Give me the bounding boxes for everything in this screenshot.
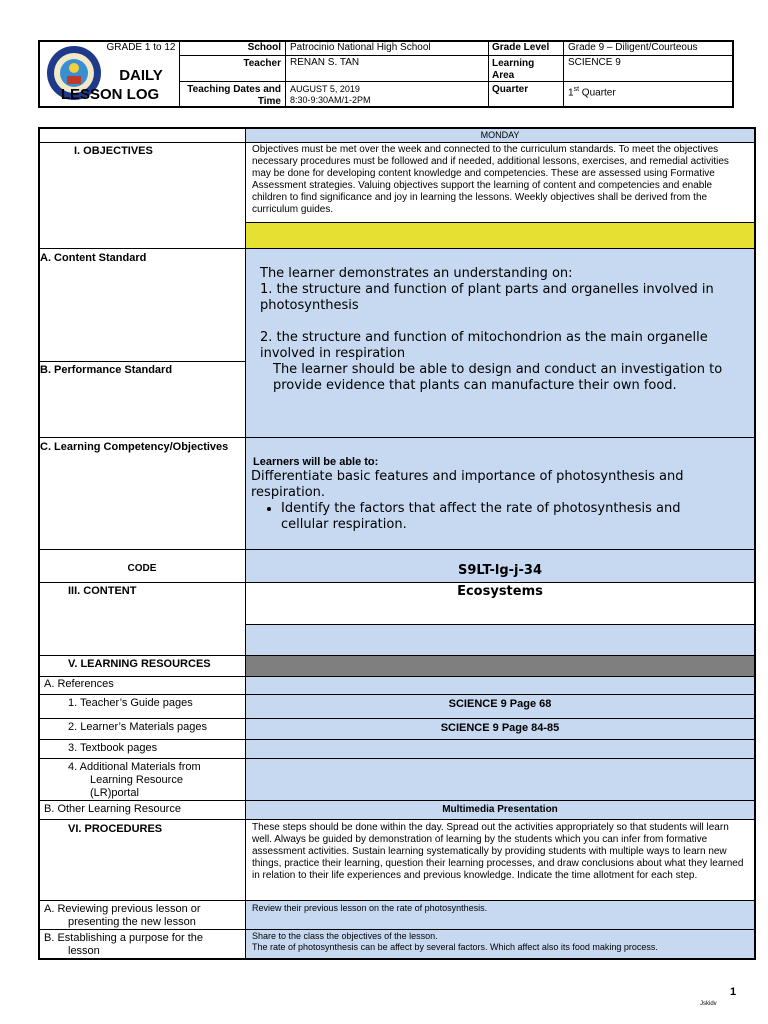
content-standard-intro: The learner demonstrates an understanding on: [260,266,573,281]
content-standard-item-2: 2. the structure and function of mitochondrion as the main organelle involved in respiration [260,330,708,361]
content-standard-item-1: 1. the structure and function of plant parts and organelles involved in photosynthesis [260,282,714,313]
objectives-text: Objectives must be met over the week and connected to the curriculum standards. To meet the objectives necessary procedures must be followed and if needed, additional lessons, exercises, and remedial activities may be done for developing content knowledge and competencies. These are assessed using Formative Assessment strategies. Valuing objectives support the learning of content and competencies and enable children to find significance and joy in learning the lessons. Weekly objectives shall be derived from the curriculum guides. [252,144,729,215]
competency-item-1: Differentiate basic features and importance of photosynthesis and respiration. [251,469,684,500]
code-value: S9LT-lg-j-34 [458,563,542,578]
learning-resources-label: V. LEARNING RESOURCES [68,658,211,670]
dates-label: Teaching Dates and Time [187,84,281,107]
competency-item-2: • Identify the factors that affect the rate of photosynthesis and cellular respiration. [281,501,731,533]
procedures-label: VI. PROCEDURES [68,823,163,835]
grade-range: GRADE 1 to 12 [106,42,176,53]
objectives-label: I. OBJECTIVES [74,145,153,157]
purpose-line-2: The rate of photosynthesis can be affect by several factors. Which affect also its food making process. [252,942,658,952]
footer-note: Jskidv [700,1001,717,1007]
content-standard-label: A. Content Standard [40,252,147,264]
quarter-label: Quarter [492,84,529,95]
grade-level-value: Grade 9 – Diligent/Courteous [568,42,698,53]
purpose-line-1: Share to the class the objectives of the lesson. [252,931,438,941]
school-label: School [247,42,281,53]
time-value: 8:30-9:30AM/1-2PM [290,95,371,105]
tg-value: SCIENCE 9 Page 68 [448,698,552,710]
quarter-value: 1st Quarter [568,86,616,99]
review-label: A. Reviewing previous lesson or presenting the new lesson [44,903,201,928]
content-standard-text [260,266,740,362]
content-label: III. CONTENT [68,585,137,597]
competency-text [251,469,731,533]
additional-materials-label: 4. Additional Materials from Learning Resource (LR)portal [68,761,201,799]
teacher-label: Teacher [243,58,281,69]
tg-label: 1. Teacher’s Guide pages [68,697,193,709]
other-resource-label: B. Other Learning Resource [44,803,181,815]
content-value: Ecosystems [457,584,543,599]
performance-standard-text: The learner should be able to design and conduct an investigation to provide evidence that plants can manufacture their own food. [273,362,723,393]
page-number: 1 [730,986,737,998]
learning-area-value: SCIENCE 9 [568,57,621,68]
code-label: CODE [127,563,157,574]
performance-standard-label: B. Performance Standard [40,364,173,376]
date-value: AUGUST 5, 2019 [290,84,360,94]
lm-value: SCIENCE 9 Page 84-85 [440,722,560,734]
purpose-value [252,931,748,953]
school-value: Patrocinio National High School [290,42,431,53]
title-lesson-log: LESSON LOG [60,86,160,103]
day-header: MONDAY [480,130,520,140]
lm-label: 2. Learner’s Materials pages [68,721,208,733]
purpose-label: B. Establishing a purpose for the lesson [44,932,203,957]
references-label: A. References [44,678,114,690]
review-value: Review their previous lesson on the rate of photosynthesis. [252,903,488,913]
teacher-value: RENAN S. TAN [290,57,360,68]
competency-label: C. Learning Competency/Objectives [40,441,229,453]
textbook-label: 3. Textbook pages [68,742,158,754]
title-daily: DAILY [119,67,163,84]
other-resource-value: Multimedia Presentation [442,804,558,815]
grade-level-label: Grade Level [492,42,550,53]
learning-area-label: Learning Area [492,58,535,81]
competency-intro: Learners will be able to: [253,456,379,468]
procedures-text: These steps should be done within the day. Spread out the activities appropriately so that students will learn well. Always be guided by demonstration of learning by the students which you can infer from formative assessment activities. Sustain learning systematically by providing students with multiple ways to learn new things, practice their learning, question their learning processes, and draw conclusions about what they learned in relation to their life experiences and previous knowledge. Indicate the time allotment for each step. [252,822,744,881]
